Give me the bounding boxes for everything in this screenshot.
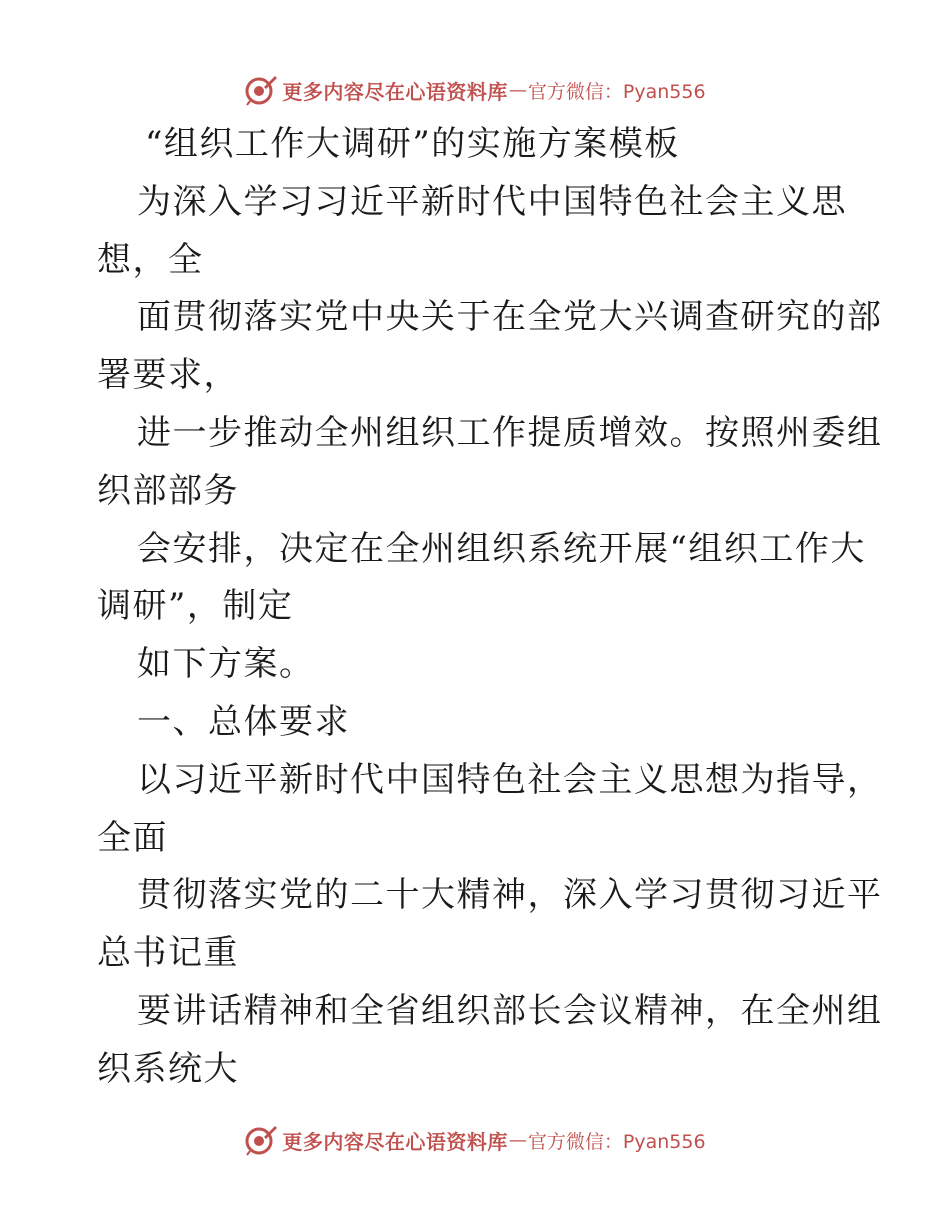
watermark-separator: — xyxy=(508,79,527,101)
paragraph-line: 织系统大 xyxy=(97,1048,239,1089)
paragraph-line: 署要求， xyxy=(97,355,239,396)
pen-logo-icon xyxy=(244,73,278,107)
paragraph-line: 织部部务 xyxy=(97,470,239,511)
paragraph-line: 想，全 xyxy=(97,239,204,280)
paragraph-line: 以习近平新时代中国特色社会主义思想为指导， xyxy=(137,759,883,800)
paragraph-line: 调研”，制定 xyxy=(97,586,294,627)
watermark-separator: — xyxy=(508,1129,527,1151)
footer-watermark xyxy=(0,1120,950,1160)
paragraph-line: 为深入学习习近平新时代中国特色社会主义思 xyxy=(137,181,847,222)
watermark-main-text: 更多内容尽在心语资料库 xyxy=(282,79,508,104)
paragraph-line: 全面 xyxy=(97,817,168,858)
paragraph-line: 会安排，决定在全州组织系统开展“组织工作大 xyxy=(137,528,866,569)
paragraph-line: 贯彻落实党的二十大精神，深入学习贯彻习近平 xyxy=(137,875,883,916)
paragraph-line: 总书记重 xyxy=(97,933,239,974)
paragraph-line: 要讲话精神和全省组织部长会议精神，在全州组 xyxy=(137,990,883,1031)
paragraph-line: 进一步推动全州组织工作提质增效。按照州委组 xyxy=(137,412,883,453)
document-body xyxy=(97,116,883,1099)
document-title: “组织工作大调研”的实施方案模板 xyxy=(145,124,680,164)
paragraph-line: 面贯彻落实党中央关于在全党大兴调查研究的部 xyxy=(137,297,883,338)
paragraph-line: 如下方案。 xyxy=(137,644,315,685)
watermark-sub-text: 官方微信：Pyan556 xyxy=(527,80,706,103)
pen-logo-icon xyxy=(244,1123,278,1157)
watermark-sub-text: 官方微信：Pyan556 xyxy=(527,1130,706,1153)
watermark-main-text: 更多内容尽在心语资料库 xyxy=(282,1129,508,1154)
header-watermark xyxy=(0,70,950,110)
section-heading: 一、总体要求 xyxy=(137,701,350,742)
